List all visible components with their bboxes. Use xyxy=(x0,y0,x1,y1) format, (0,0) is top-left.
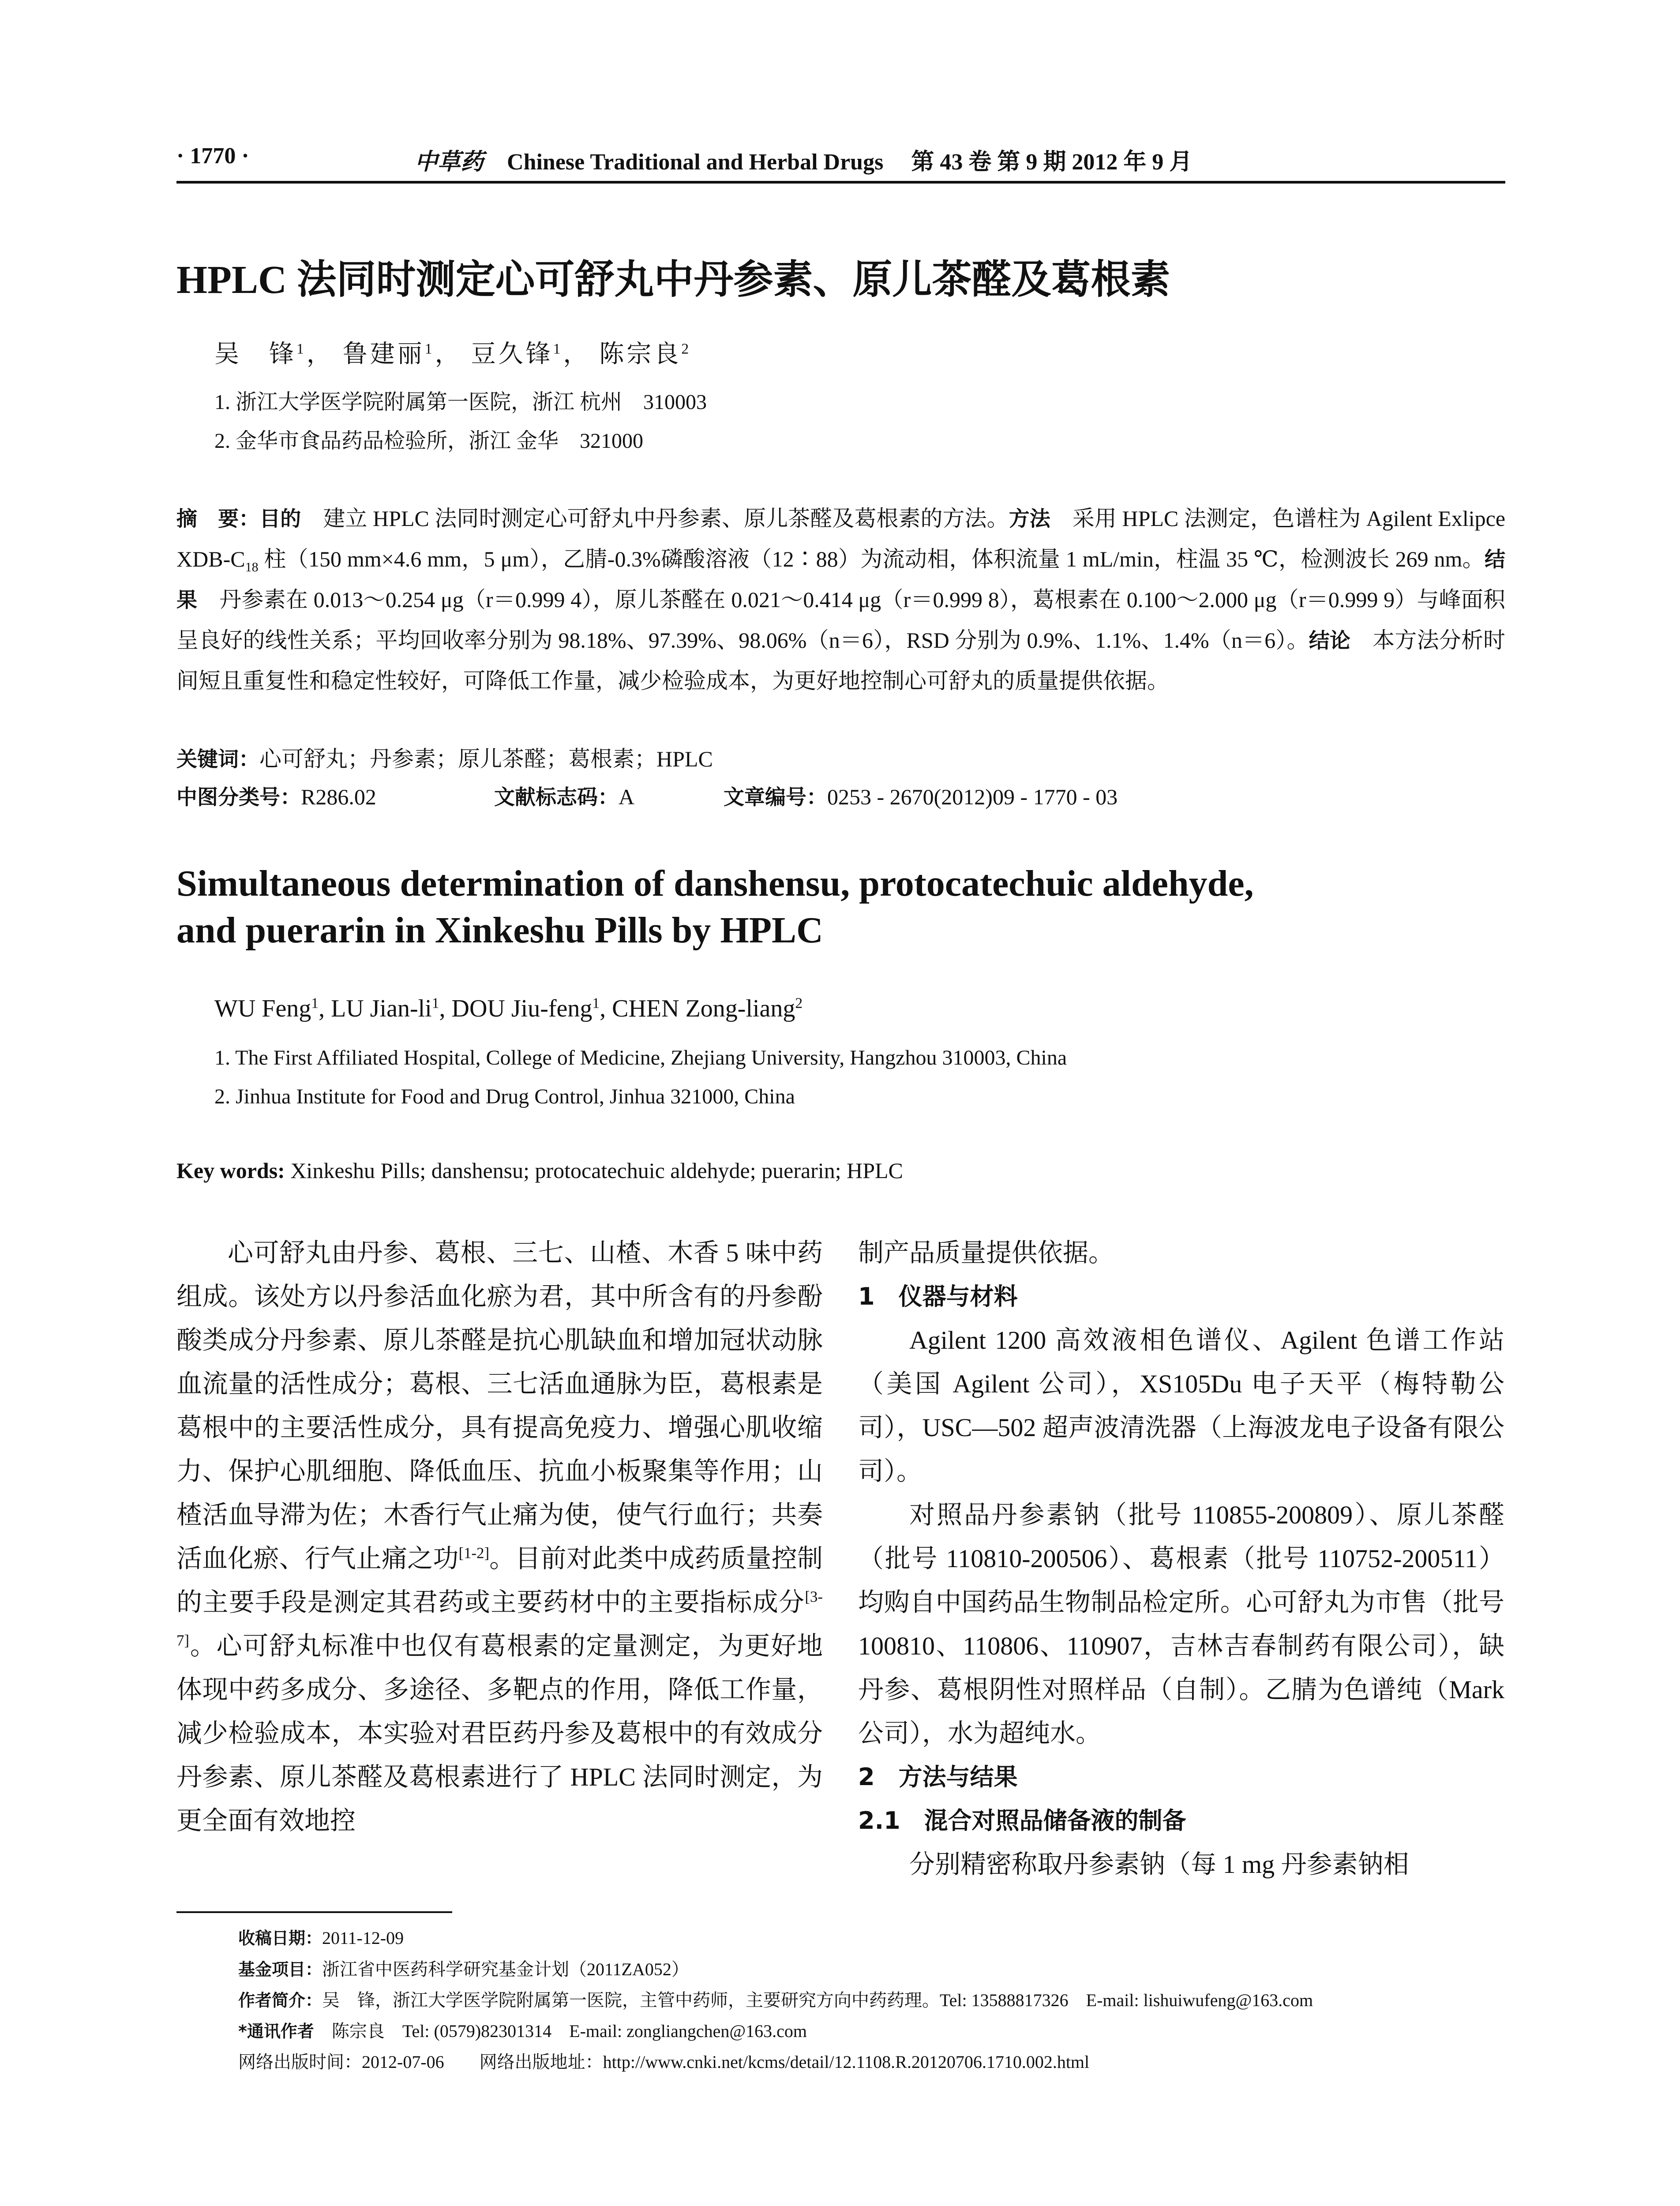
cn-keywords xyxy=(176,741,713,773)
stock-solution-paragraph: 分别精密称取丹参素钠（每 1 mg 丹参素钠相 xyxy=(909,1850,1409,1879)
section-1-heading: 1 仪器与材料 xyxy=(858,1283,1018,1310)
cn-author-sup: 1 xyxy=(296,341,307,357)
en-author-sup: 1 xyxy=(592,995,600,1012)
cn-author-sup: 1 xyxy=(424,341,435,357)
corresponding-value: 陈宗良 Tel: (0579)82301314 E-mail: zongliangchen@163.com xyxy=(314,2021,807,2041)
author-bio-label: 作者简介： xyxy=(238,1991,322,2010)
cn-author: 陈宗良 xyxy=(599,341,682,368)
en-affiliation-2: 2. Jinhua Institute for Food and Drug Control, Jinhua 321000, China xyxy=(214,1085,795,1108)
body-left-column xyxy=(176,1231,823,1842)
purpose-text: 建立 HPLC 法同时测定心可舒丸中丹参素、原儿茶醛及葛根素的方法。 xyxy=(323,506,1009,531)
en-author-sep: , xyxy=(439,995,452,1022)
clc-value: R286.02 xyxy=(301,784,376,809)
author-bio-value: 吴 锋，浙江大学医学院附属第一医院，主管中药师，主要研究方向中药药理。Tel: 13588817326 E-mail: lishuiwufeng@163.com xyxy=(322,1990,1313,2010)
fund-value: 浙江省中医药科学研究基金计划（2011ZA052） xyxy=(322,1959,689,1979)
en-title xyxy=(176,860,1505,954)
en-author-sep: , xyxy=(319,995,331,1022)
section-2-1-heading: 2.1 混合对照品储备液的制备 xyxy=(858,1807,1186,1835)
fund-label: 基金项目： xyxy=(238,1960,322,1979)
method-subscript: 18 xyxy=(245,560,259,574)
running-header xyxy=(176,140,1505,184)
intro-text-1: 心可舒丸由丹参、葛根、三七、山楂、木香 5 味中药组成。该处方以丹参活血化瘀为君，其中所含有的丹参酚酸类成分丹参素、原儿茶醛是抗心肌缺血和增加冠状动脉血流量的活性成分；葛根、三七活血通脉为臣，葛根素是葛根中的主要活性成分，具有提高免疫力、增强心肌收缩力、保护心肌细胞、降低血压、抗血小板聚集等作用；山楂活血导滞为佐；木香行气止痛为使，使气行血行；共奏活血化瘀、行气止痛之功 xyxy=(176,1238,823,1573)
doc-label: 文献标志码： xyxy=(494,785,619,810)
materials-paragraph: 对照品丹参素钠（批号 110855-200809）、原儿茶醛（批号 110810-200506）、葛根素（批号 110752-200511）均购自中国药品生物制品检定所。心可舒丸为市售（批号 100810、110806、110907，吉林吉春制药有限公司），缺丹参、葛根阴性对照样品（自制）。乙腈为色谱纯（Mark 公司），水为超纯水。 xyxy=(858,1501,1504,1748)
cn-author-sep: ， xyxy=(306,341,334,368)
cn-author-sup: 1 xyxy=(553,341,563,357)
intro-paragraph xyxy=(176,1231,823,1842)
en-title-line-2: and puerarin in Xinkeshu Pills by HPLC xyxy=(176,910,823,951)
cn-author: 鲁建丽 xyxy=(342,341,425,368)
en-keywords xyxy=(176,1158,903,1183)
instruments-paragraph: Agilent 1200 高效液相色谱仪、Agilent 色谱工作站（美国 Agilent 公司），XS105Du 电子天平（梅特勒公司），USC—502 超声波清洗器（上海波龙电子设备有限公司）。 xyxy=(858,1326,1504,1486)
footnote-author xyxy=(238,1986,1313,2011)
en-author-sep: , xyxy=(600,995,612,1022)
result-label: 结果 xyxy=(176,548,1505,612)
doc-value: A xyxy=(619,784,635,809)
cn-affiliation-1: 1. 浙江大学医学院附属第一医院，浙江 杭州 310003 xyxy=(214,390,707,414)
en-author: DOU Jiu-feng xyxy=(451,995,592,1022)
en-author: LU Jian-li xyxy=(331,995,432,1022)
cn-title: HPLC 法同时测定心可舒丸中丹参素、原儿茶醛及葛根素 xyxy=(176,258,1170,302)
article-number xyxy=(724,781,1118,810)
abstract-label: 摘 要： xyxy=(176,507,260,531)
cn-author-sep: ， xyxy=(563,341,591,368)
citation-3-7: [3-7] xyxy=(176,1588,823,1649)
result-text: 丹参素在 0.013～0.254 μg（r＝0.999 4），原儿茶醛在 0.021～0.414 μg（r＝0.999 8），葛根素在 0.100～2.000 μg（r＝0.999 9）与峰面积呈良好的线性关系；平均回收率分别为 98.18%、97.39%、98.06%（n＝6），RSD 分别为 0.9%、1.1%、1.4%（n＝6）。 xyxy=(176,587,1506,653)
keywords-value: 心可舒丸；丹参素；原儿茶醛；葛根素；HPLC xyxy=(259,747,713,771)
footnote-fund xyxy=(238,1955,689,1981)
journal-name-en: Chinese Traditional and Herbal Drugs xyxy=(507,150,884,175)
method-text-cont: 柱（150 mm×4.6 mm，5 μm），乙腈-0.3%磷酸溶液（12∶88）为流动相，体积流量 1 mL/min，柱温 35 ℃，检测波长 269 nm。 xyxy=(258,547,1485,571)
corresponding-label: *通讯作者 xyxy=(238,2022,314,2041)
footnote-rule xyxy=(176,1911,452,1913)
method-text: 采用 HPLC 法测定，色谱柱为 Agilent Exlipce XDB-C xyxy=(176,506,1506,571)
footnote-online: 网络出版时间：2012-07-06 网络出版地址：http://www.cnki.net/kcms/detail/12.1108.R.20120706.1710.002.html xyxy=(238,2052,1090,2072)
conclusion-label: 结论 xyxy=(1309,629,1351,653)
journal-name-cn: 中草药 xyxy=(415,150,484,175)
cn-affiliation-2: 2. 金华市食品药品检验所，浙江 金华 321000 xyxy=(214,429,644,453)
en-author-sup: 1 xyxy=(431,995,439,1012)
journal-issue: 第 43 卷 第 9 期 2012 年 9 月 xyxy=(911,150,1192,175)
cn-author: 豆久锋 xyxy=(471,341,553,368)
journal-banner xyxy=(415,143,1192,176)
cn-abstract xyxy=(176,499,1505,701)
doc-code xyxy=(494,781,634,810)
en-authors xyxy=(214,994,802,1023)
purpose-label: 目的 xyxy=(259,507,301,531)
cn-author-sup: 2 xyxy=(681,341,692,357)
en-keywords-label: Key words: xyxy=(176,1158,285,1183)
keywords-label: 关键词： xyxy=(176,747,259,772)
method-label: 方法 xyxy=(1009,507,1050,531)
article-value: 0253 - 2670(2012)09 - 1770 - 03 xyxy=(827,784,1118,809)
clc-label: 中图分类号： xyxy=(176,785,301,810)
cn-author: 吴 锋 xyxy=(214,341,296,368)
page-number: · 1770 · xyxy=(176,143,249,169)
classification-line xyxy=(176,781,1505,812)
en-affiliation-1: 1. The First Affiliated Hospital, College of Medicine, Zhejiang University, Hangzhou 310003, China xyxy=(214,1046,1067,1069)
en-author: CHEN Zong-liang xyxy=(612,995,795,1022)
received-value: 2011-12-09 xyxy=(322,1928,404,1948)
en-author-sup: 1 xyxy=(311,995,319,1012)
intro-text-3: 。心可舒丸标准中也仅有葛根素的定量测定，为更好地体现中药多成分、多途径、多靶点的作用，降低工作量，减少检验成本，本实验对君臣药丹参及葛根中的有效成分丹参素、原儿茶醛及葛根素进行了 HPLC 法同时测定，为更全面有效地控 xyxy=(176,1632,823,1835)
footnote-received xyxy=(238,1925,404,1949)
en-keywords-value: Xinkeshu Pills; danshensu; protocatechuic aldehyde; puerarin; HPLC xyxy=(285,1158,903,1183)
footnote-corresponding xyxy=(238,2017,807,2042)
en-author-sup: 2 xyxy=(795,995,803,1012)
citation-1-2: [1-2] xyxy=(458,1544,490,1562)
cn-authors xyxy=(214,334,691,370)
intro-text-2: 。目前对此类中成药质量控制的主要手段是测定其君药或主要药材中的主要指标成分 xyxy=(176,1544,823,1617)
cn-author-sep: ， xyxy=(435,341,462,368)
section-2-heading: 2 方法与结果 xyxy=(858,1763,1018,1791)
received-label: 收稿日期： xyxy=(238,1928,322,1948)
conclusion-text: 本方法分析时间短且重复性和稳定性较好，可降低工作量，减少检验成本，为更好地控制心可舒丸的质量提供依据。 xyxy=(176,628,1506,693)
en-author: WU Feng xyxy=(214,995,311,1022)
article-label: 文章编号： xyxy=(724,785,827,810)
body-right-column xyxy=(858,1231,1504,1886)
intro-continuation: 制产品质量提供依据。 xyxy=(858,1238,1114,1267)
clc-code xyxy=(176,781,376,810)
en-title-line-1: Simultaneous determination of danshensu, protocatechuic aldehyde, xyxy=(176,863,1254,904)
